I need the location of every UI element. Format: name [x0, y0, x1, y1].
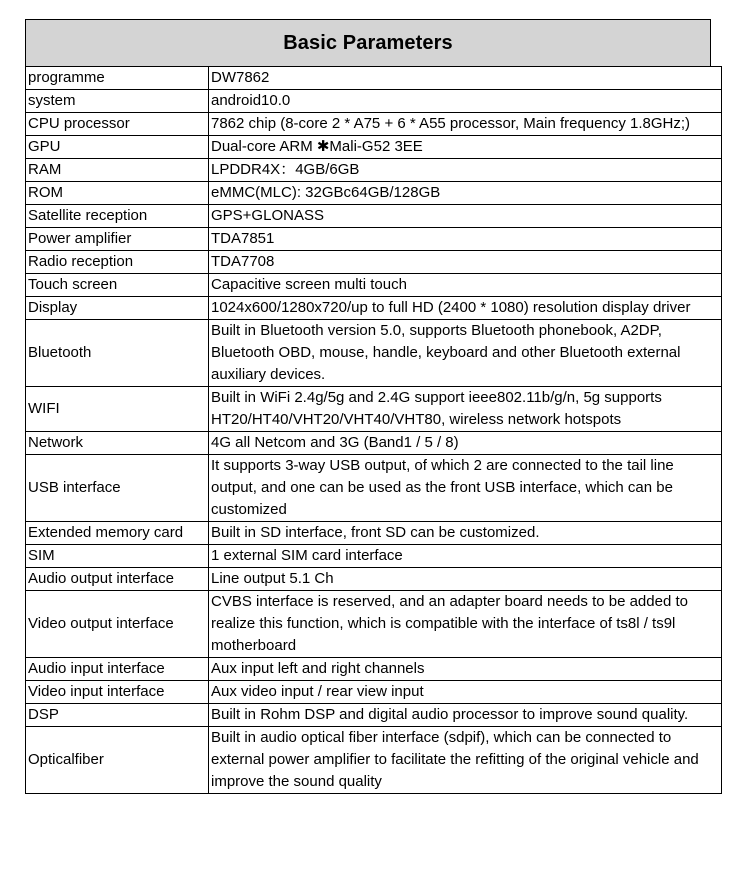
param-value: eMMC(MLC): 32GBc64GB/128GB	[209, 182, 722, 205]
param-label: Extended memory card	[26, 522, 209, 545]
param-value: Aux video input / rear view input	[209, 681, 722, 704]
table-row	[26, 568, 722, 591]
param-value: Built in audio optical fiber interface (sdpif), which can be connected to external power amplifier to facilitate the refitting of the original vehicle and improve the sound quality	[209, 727, 722, 794]
table-row	[26, 681, 722, 704]
param-value: Capacitive screen multi touch	[209, 274, 722, 297]
param-value: DW7862	[209, 67, 722, 90]
parameters-sheet	[25, 19, 711, 794]
param-label: programme	[26, 67, 209, 90]
table-row	[26, 455, 722, 522]
table-row	[26, 591, 722, 658]
table-row	[26, 432, 722, 455]
param-value: Dual-core ARM ✱Mali-G52 3EE	[209, 136, 722, 159]
param-value: TDA7708	[209, 251, 722, 274]
param-label: Display	[26, 297, 209, 320]
table-row	[26, 159, 722, 182]
table-row	[26, 136, 722, 159]
table-row	[26, 727, 722, 794]
table-row	[26, 67, 722, 90]
param-label: USB interface	[26, 455, 209, 522]
param-value: 1024x600/1280x720/up to full HD (2400 * 1080) resolution display driver	[209, 297, 722, 320]
param-label: ROM	[26, 182, 209, 205]
table-row	[26, 90, 722, 113]
table-row	[26, 113, 722, 136]
param-label: Bluetooth	[26, 320, 209, 387]
param-value: Built in Bluetooth version 5.0, supports Bluetooth phonebook, A2DP, Bluetooth OBD, mouse, handle, keyboard and other Bluetooth external auxiliary devices.	[209, 320, 722, 387]
table-row	[26, 297, 722, 320]
table-row	[26, 228, 722, 251]
table-row	[26, 522, 722, 545]
table-row	[26, 182, 722, 205]
table-row	[26, 320, 722, 387]
param-value: android10.0	[209, 90, 722, 113]
param-label: DSP	[26, 704, 209, 727]
table-row	[26, 704, 722, 727]
param-label: Network	[26, 432, 209, 455]
param-value: 4G all Netcom and 3G (Band1 / 5 / 8)	[209, 432, 722, 455]
page-title: Basic Parameters	[25, 19, 711, 66]
param-value: Aux input left and right channels	[209, 658, 722, 681]
table-row	[26, 387, 722, 432]
param-value: 1 external SIM card interface	[209, 545, 722, 568]
param-label: GPU	[26, 136, 209, 159]
param-label: WIFI	[26, 387, 209, 432]
param-value: It supports 3-way USB output, of which 2 are connected to the tail line output, and one can be used as the front USB interface, which can be customized	[209, 455, 722, 522]
param-value: Built in WiFi 2.4g/5g and 2.4G support ieee802.11b/g/n, 5g supports HT20/HT40/VHT20/VHT40/VHT80, wireless network hotspots	[209, 387, 722, 432]
param-label: Video input interface	[26, 681, 209, 704]
param-label: Opticalfiber	[26, 727, 209, 794]
param-value: GPS+GLONASS	[209, 205, 722, 228]
table-row	[26, 545, 722, 568]
param-value: Line output 5.1 Ch	[209, 568, 722, 591]
param-label: RAM	[26, 159, 209, 182]
param-label: Audio input interface	[26, 658, 209, 681]
table-row	[26, 205, 722, 228]
param-value: TDA7851	[209, 228, 722, 251]
param-value: CVBS interface is reserved, and an adapter board needs to be added to realize this function, which is compatible with the interface of ts8l / ts9l motherboard	[209, 591, 722, 658]
param-label: Audio output interface	[26, 568, 209, 591]
param-value: 7862 chip (8-core 2 * A75 + 6 * A55 processor, Main frequency 1.8GHz;)	[209, 113, 722, 136]
parameters-table	[25, 66, 722, 794]
param-value: Built in SD interface, front SD can be customized.	[209, 522, 722, 545]
table-row	[26, 274, 722, 297]
param-label: system	[26, 90, 209, 113]
param-value: Built in Rohm DSP and digital audio processor to improve sound quality.	[209, 704, 722, 727]
table-row	[26, 658, 722, 681]
param-label: CPU processor	[26, 113, 209, 136]
param-label: Video output interface	[26, 591, 209, 658]
param-label: Power amplifier	[26, 228, 209, 251]
param-value: LPDDR4X：4GB/6GB	[209, 159, 722, 182]
param-label: Radio reception	[26, 251, 209, 274]
param-label: SIM	[26, 545, 209, 568]
param-label: Touch screen	[26, 274, 209, 297]
param-label: Satellite reception	[26, 205, 209, 228]
table-row	[26, 251, 722, 274]
